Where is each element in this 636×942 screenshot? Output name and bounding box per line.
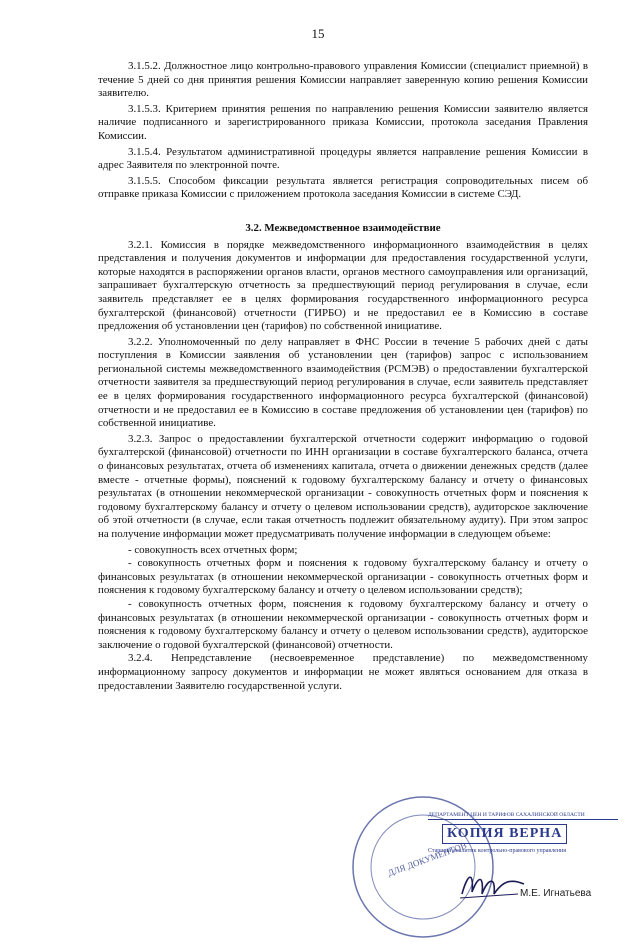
list-item: - совокупность всех отчетных форм; [128,543,298,556]
paragraph-3-1-5-4: 3.1.5.4. Результатом административной процедуры является направление решения Комиссии в адрес Заявителя по электронной почте. [98,145,588,172]
paragraph-3-2-3: 3.2.3. Запрос о предоставлении бухгалтерской отчетности содержит информацию о годовой бухгалтерской (финансовой) отчетности по ИНН организации в составе бухгалтерского баланса, отчета о финансовых результатах, отчета об изменениях капитала, отчета о движении денежных средств (далее вместе - отчетные формы), пояснений к годовому бухгалтерскому балансу и отчету о финансовых результатах (в отношении некоммерческой организации - совокупность отчетных форм и пояснения к годовому бухгалтерскому балансу и отчету о целевом использовании средств), аудиторское заключение об этой отчетности (в случае, если такая отчетность подлежит обязательному аудиту). При этом запрос на получение информации может предусматривать получение информации в следующем объеме: [98,432,588,540]
paragraph-3-2-2: 3.2.2. Уполномоченный по делу направляет в ФНС России в течение 5 рабочих дней с даты поступления в Комиссии заявления об установлении цен (тарифов) запрос с использованием региональной системы межведомственного взаимодействия (РСМЭВ) о предоставлении бухгалтерской отчетности заявителя за предшествующий период регулирования в случае, если заявитель представляет ее в целях формирования государственного информационного ресурса бухгалтерской (финансовой) отчетности и не предоставил ее в Комиссию в составе предложения об установлении цен (тарифов) по собственной инициативе. [98,335,588,430]
document-body [98,60,588,695]
certified-copy-stamp [428,812,618,904]
paragraph-3-2-1: 3.2.1. Комиссия в порядке межведомственного информационного взаимодействия в целях представления и получения документов и информации для предоставления государственной услуги, которые находятся в распоряжении органов власти, органов местного самоуправления или организаций, запрашивает бухгалтерскую отчетность за предшествующий период регулирования в случае, если заявитель представляет ее в целях формирования государственного информационного ресурса бухгалтерской (финансовой) отчетности (ГИРБО) и не предоставил ее в Комиссию в составе предложения об установлении цен (тарифов) по собственной инициативе. [98,238,588,333]
stamp-organization: ДЕПАРТАМЕНТ ЦЕН И ТАРИФОВ САХАЛИНСКОЙ ОБЛАСТИ [428,812,618,820]
paragraph-3-1-5-2: 3.1.5.2. Должностное лицо контрольно-правового управления Комиссии (специалист приемной) в течение 5 дней со дня принятия решения Комиссии направляет заверенную копию решения Комиссии заявителю. [98,60,588,100]
list-item: - совокупность отчетных форм, пояснения к годовому бухгалтерскому балансу и отчету о финансовых результатах (в отношении некоммерческой организации - совокупность отчетных форм и пояснения к годовому бухгалтерскому балансу и отчету о целевом использовании средств), аудиторское заключение о годовой бухгалтерской (финансовой) отчетности. [98,597,588,651]
stamp-signatory-name: М.Е. Игнатьева [520,888,592,899]
stamp-title: КОПИЯ ВЕРНА [442,824,567,844]
paragraph-3-1-5-3: 3.1.5.3. Критерием принятия решения по направлению решения Комиссии заявителю является наличие подписанного и зарегистрированного приказа Комиссии, протокола заседания Правления Комиссии. [98,102,588,142]
paragraph-3-2-4: 3.2.4. Непредставление (несвоевременное представление) по межведомственному информационному запросу документов и информации не может являться основанием для отказа в предоставлении Заявителю государственной услуги. [98,652,588,692]
stamp-position: Старший аналитик контрольно-правового управления [428,848,566,854]
signature-icon [458,864,528,904]
paragraph-3-1-5-5: 3.1.5.5. Способом фиксации результата является регистрация сопроводительных писем об отправке приказа Комиссии с приложением протокола заседания Комиссии в системе СЭД. [98,174,588,201]
seal-text: ДЛЯ ДОКУМЕНТОВ [386,840,468,879]
list-item: - совокупность отчетных форм и пояснения к годовому бухгалтерскому балансу и отчету о финансовых результатах (в отношении некоммерческой организации - совокупность отчетных форм и пояснения к годовому бухгалтерскому балансу и отчету о целевом использовании средств); [98,557,588,597]
section-heading: 3.2. Межведомственное взаимодействие [245,221,441,234]
page-number: 15 [311,26,325,41]
